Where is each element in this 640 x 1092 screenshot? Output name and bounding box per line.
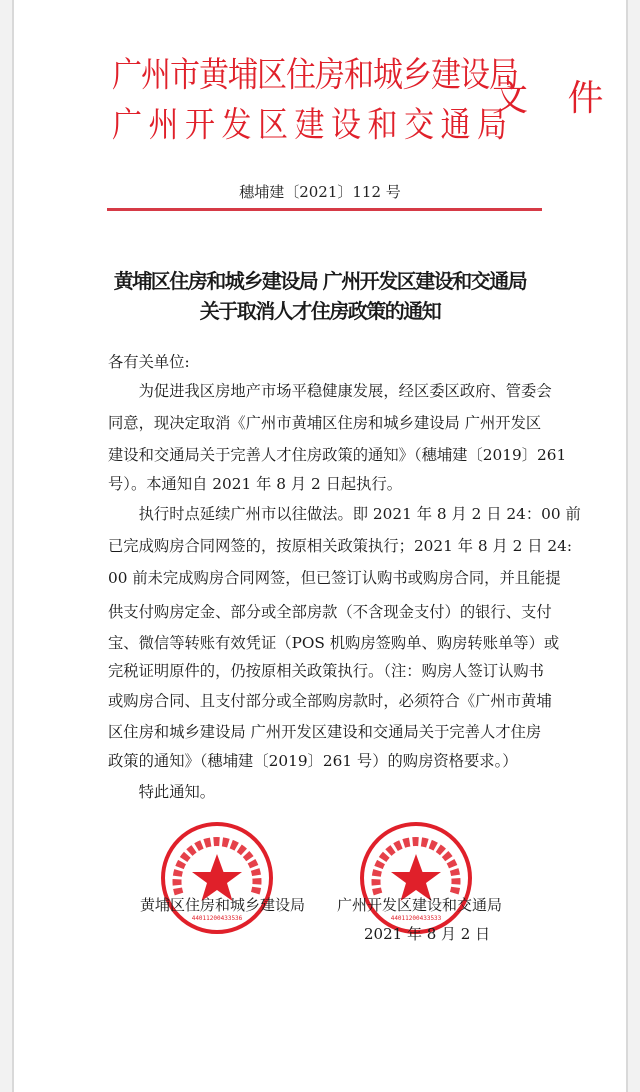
svg-text:44011200433533: 44011200433533 (390, 915, 442, 922)
official-seal-right (360, 822, 472, 934)
body-line: 供支付购房定金、部分或全部房款（不含现金支付）的银行、支付 (108, 603, 552, 621)
document-number: 穗埔建〔2021〕112 号 (239, 183, 401, 201)
body-line: 区住房和城乡建设局 广州开发区建设和交通局关于完善人才住房 (108, 723, 542, 741)
body-line: 同意，现决定取消《广州市黄埔区住房和城乡建设局 广州开发区 (108, 414, 542, 432)
body-line: 完税证明原件的，仍按原相关政策执行。（注：购房人签订认购书 (108, 662, 544, 680)
signature-date: 2021 年 8 月 2 日 (364, 925, 491, 943)
body-line: 执行时点延续广州市以往做法。即 2021 年 8 月 2 日 24：00 前 (108, 505, 581, 523)
signature-left: 黄埔区住房和城乡建设局 (140, 896, 306, 914)
official-seal-left (161, 822, 273, 934)
red-divider-line (107, 208, 542, 211)
body-line: 建设和交通局关于完善人才住房政策的通知》（穗埔建〔2019〕261 (108, 446, 567, 464)
body-line: 特此通知。 (108, 783, 216, 801)
page-edge-left (0, 0, 14, 1092)
document-title-line2: 关于取消人才住房政策的通知 (199, 299, 441, 323)
page-edge-right (626, 0, 640, 1092)
body-line: 宝、微信等转账有效凭证（POS 机购房签购单、购房转账单等）或 (108, 634, 560, 652)
body-line: 00 前未完成购房合同网签，但已签订认购书或购房合同，并且能提 (108, 569, 561, 587)
issuer-name-2: 广州开发区建设和交通局 (112, 105, 514, 146)
body-line: 已完成购房合同网签的，按原相关政策执行；2021 年 8 月 2 日 24: (108, 537, 573, 555)
body-line: 号）。本通知自 2021 年 8 月 2 日起执行。 (108, 475, 403, 493)
signature-right: 广州开发区建设和交通局 (337, 896, 503, 914)
document-title-line1: 黄埔区住房和城乡建设局 广州开发区建设和交通局 (113, 269, 527, 293)
svg-text:44011200433536: 44011200433536 (191, 915, 243, 922)
doc-type-label: 文 件 (492, 78, 618, 119)
body-line: 或购房合同、且支付部分或全部购房款时，必须符合《广州市黄埔 (108, 692, 552, 710)
body-line: 政策的通知》（穗埔建〔2019〕261 号）的购房资格要求。） (108, 752, 518, 770)
body-line: 为促进我区房地产市场平稳健康发展，经区委区政府、管委会 (108, 382, 552, 400)
salutation: 各有关单位: (108, 353, 190, 371)
issuer-name-1: 广州市黄埔区住房和城乡建设局 (112, 55, 518, 96)
